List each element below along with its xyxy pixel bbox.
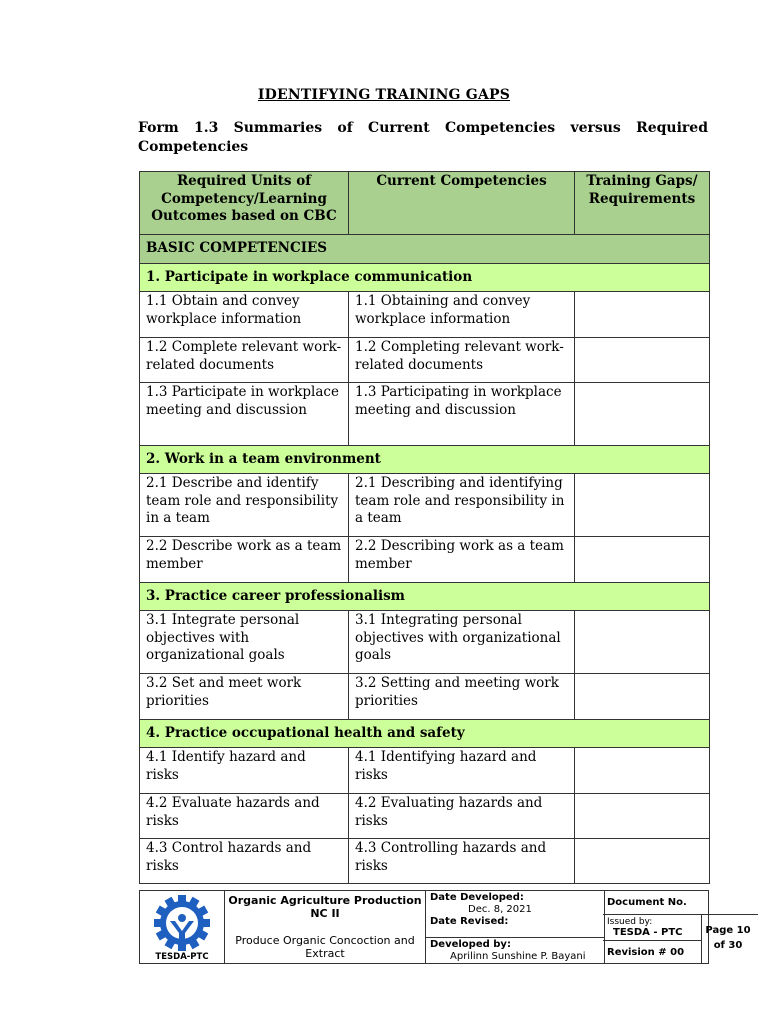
divider <box>426 937 604 938</box>
section-title: BASIC COMPETENCIES <box>140 235 710 264</box>
current-competency-cell: 2.2 Describing work as a team member <box>349 537 575 583</box>
required-competency-cell: 1.3 Participate in workplace meeting and discussion <box>140 383 349 446</box>
revision-label: Revision # 00 <box>607 947 685 958</box>
current-competency-cell: 3.2 Setting and meeting work priorities <box>349 674 575 720</box>
training-gap-cell <box>575 839 710 884</box>
document-footer <box>139 890 751 964</box>
current-competency-cell: 1.1 Obtaining and convey workplace information <box>349 292 575 338</box>
date-revised-label: Date Revised: <box>430 916 509 927</box>
unit-title: 4. Practice occupational health and safety <box>140 720 710 748</box>
divider <box>603 940 701 941</box>
issued-by-label: Issued by: <box>607 917 653 927</box>
issued-by-value: TESDA - PTC <box>613 927 683 938</box>
divider <box>603 914 758 915</box>
current-competency-cell: 4.3 Controlling hazards and risks <box>349 839 575 884</box>
header-gaps: Training Gaps/ Requirements <box>575 172 710 235</box>
document-no-label: Document No. <box>607 897 687 908</box>
current-competency-cell: 1.3 Participating in workplace meeting and discussion <box>349 383 575 446</box>
date-developed-label: Date Developed: <box>430 892 524 903</box>
footer-document-block <box>603 891 751 963</box>
unit-row <box>140 264 710 292</box>
header-current: Current Competencies <box>349 172 575 235</box>
current-competency-cell: 2.1 Describing and identifying team role and responsibility in a team <box>349 474 575 537</box>
competency-table <box>139 171 710 884</box>
required-competency-cell: 2.1 Describe and identify team role and responsibility in a team <box>140 474 349 537</box>
required-competency-cell: 1.1 Obtain and convey workplace information <box>140 292 349 338</box>
current-competency-cell: 4.1 Identifying hazard and risks <box>349 748 575 794</box>
table-row <box>140 674 710 720</box>
training-gap-cell <box>575 292 710 338</box>
required-competency-cell: 3.1 Integrate personal objectives with organizational goals <box>140 611 349 674</box>
required-competency-cell: 2.2 Describe work as a team member <box>140 537 349 583</box>
current-competency-cell: 1.2 Completing relevant work-related documents <box>349 338 575 383</box>
developed-by-label: Developed by: <box>430 939 511 950</box>
training-gap-cell <box>575 474 710 537</box>
table-row <box>140 292 710 338</box>
page-number: Page 10 <box>705 925 751 936</box>
required-competency-cell: 4.2 Evaluate hazards and risks <box>140 794 349 839</box>
table-row <box>140 839 710 884</box>
training-gap-cell <box>575 748 710 794</box>
section-row <box>140 235 710 264</box>
logo-text: TESDA-PTC <box>155 952 209 962</box>
table-row <box>140 748 710 794</box>
training-gap-cell <box>575 537 710 583</box>
tesda-gear-icon <box>140 891 224 953</box>
required-competency-cell: 4.1 Identify hazard and risks <box>140 748 349 794</box>
required-competency-cell: 3.2 Set and meet work priorities <box>140 674 349 720</box>
table-header-row <box>140 172 710 235</box>
training-gap-cell <box>575 674 710 720</box>
unit-title: 3. Practice career professionalism <box>140 583 710 611</box>
page-title: IDENTIFYING TRAINING GAPS <box>257 87 511 103</box>
module-subtitle: Produce Organic Concoction and Extract <box>235 934 415 960</box>
current-competency-cell: 3.1 Integrating personal objectives with organizational goals <box>349 611 575 674</box>
table-row <box>140 474 710 537</box>
qualification-title: Organic Agriculture Production NC II <box>228 894 422 920</box>
training-gap-cell <box>575 611 710 674</box>
current-competency-cell: 4.2 Evaluating hazards and risks <box>349 794 575 839</box>
unit-title: 2. Work in a team environment <box>140 446 710 474</box>
table-row <box>140 537 710 583</box>
training-gap-cell <box>575 794 710 839</box>
unit-row <box>140 446 710 474</box>
training-gap-cell <box>575 338 710 383</box>
required-competency-cell: 1.2 Complete relevant work-related documents <box>140 338 349 383</box>
date-developed-value: Dec. 8, 2021 <box>468 904 532 915</box>
table-row <box>140 794 710 839</box>
required-competency-cell: 4.3 Control hazards and risks <box>140 839 349 884</box>
form-title: Form 1.3 Summaries of Current Competencies versus Required Competencies <box>138 120 708 155</box>
footer-dates-block <box>425 891 605 963</box>
table-row <box>140 383 710 446</box>
developed-by-value: Aprilinn Sunshine P. Bayani <box>450 951 586 962</box>
header-required: Required Units of Competency/Learning Outcomes based on CBC <box>140 172 349 235</box>
table-row <box>140 611 710 674</box>
page-total: of 30 <box>713 940 743 951</box>
divider <box>701 914 702 963</box>
unit-title: 1. Participate in workplace communication <box>140 264 710 292</box>
table-row <box>140 338 710 383</box>
unit-row <box>140 720 710 748</box>
unit-row <box>140 583 710 611</box>
training-gap-cell <box>575 383 710 446</box>
tesda-logo <box>140 891 225 963</box>
